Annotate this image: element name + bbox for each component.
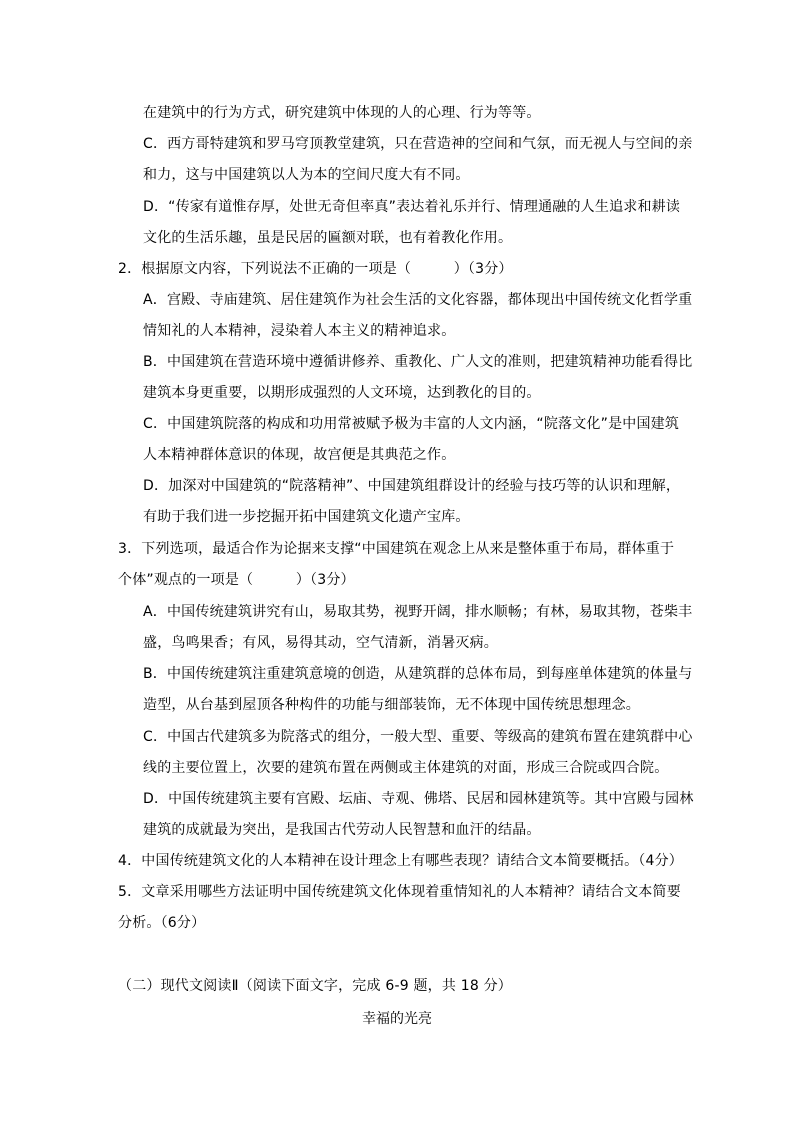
q3-option-c-line1: C．中国古代建筑多为院落式的组分，一般大型、重要、等级高的建筑布置在建筑群中心: [143, 729, 693, 745]
question-3-stem-line2: 个体”观点的一项是（ ）（3分）: [118, 572, 355, 588]
q3-option-d-line2: 建筑的成就最为突出，是我国古代劳动人民智慧和血汗的结晶。: [143, 822, 541, 838]
q3-option-c-line2: 线的主要位置上，次要的建筑布置在两侧或主体建筑的对面，形成三合院或四合院。: [143, 760, 669, 776]
passage-title: 幸福的光亮: [362, 1011, 432, 1027]
section-heading: （二）现代文阅读Ⅱ（阅读下面文字，完成 6-9 题，共 18 分）: [118, 978, 512, 994]
q2-option-c-line1: C．中国建筑院落的构成和功用常被赋予极为丰富的人文内涵，“院落文化”是中国建筑: [143, 416, 680, 432]
q3-option-a-line2: 盛，鸟鸣果香；有风，易得其动，空气清新，消暑灭病。: [143, 635, 498, 651]
option-d-line2: 文化的生活乐趣，虽是民居的匾额对联，也有着教化作用。: [143, 230, 513, 246]
option-c-line1: C．西方哥特建筑和罗马穹顶教堂建筑，只在营造神的空间和气氛，而无视人与空间的亲: [143, 136, 693, 152]
q2-option-b-line2: 建筑本身更重要，以期形成强烈的人文环境，达到教化的目的。: [143, 385, 541, 401]
q2-option-b-line1: B．中国建筑在营造环境中遵循讲修养、重教化、广人文的准则，把建筑精神功能看得比: [143, 354, 693, 370]
q3-option-a-line1: A．中国传统建筑讲究有山，易取其势，视野开阔，排水顺畅；有林，易取其物，苍柴丰: [143, 604, 693, 620]
question-5-line1: 5．文章采用哪些方法证明中国传统建筑文化体现着重情知礼的人本精神？请结合文本简要: [118, 884, 681, 900]
q2-option-d-line2: 有助于我们进一步挖掘开拓中国建筑文化遗产宝库。: [143, 509, 470, 525]
q3-option-d-line1: D．中国传统建筑主要有宫殿、坛庙、寺观、佛塔、民居和园林建筑等。其中宫殿与园林: [143, 791, 694, 807]
q3-option-b-line1: B．中国传统建筑注重建筑意境的创造，从建筑群的总体布局，到每座单体建筑的体量与: [143, 666, 693, 682]
question-5-line2: 分析。（6分）: [118, 915, 206, 931]
q2-option-c-line2: 人本精神群体意识的体现，故宫便是其典范之作。: [143, 447, 456, 463]
option-c-line2: 和力，这与中国建筑以人为本的空间尺度大有不同。: [143, 167, 470, 183]
q2-option-a-line1: A．宫殿、寺庙建筑、居住建筑作为社会生活的文化容器，都体现出中国传统文化哲学重: [143, 292, 693, 308]
question-2-stem: 2．根据原文内容，下列说法不正确的一项是（ ）（3分）: [118, 261, 513, 277]
option-d-line1: D．“传家有道惟存厚，处世无奇但率真”表达着礼乐并行、情理通融的人生追求和耕读: [143, 199, 681, 215]
continuation-line: 在建筑中的行为方式，研究建筑中体现的人的心理、行为等等。: [143, 105, 541, 121]
question-3-stem-line1: 3．下列选项，最适合作为论据来支撑“中国建筑在观念上从来是整体重于布局，群体重于: [118, 541, 675, 557]
q2-option-a-line2: 情知礼的人本精神，浸染着人本主义的精神追求。: [143, 323, 456, 339]
q3-option-b-line2: 造型，从台基到屋顶各种构件的功能与细部装饰，无不体现中国传统思想理念。: [143, 697, 640, 713]
question-4: 4．中国传统建筑文化的人本精神在设计理念上有哪些表现？请结合文本简要概括。（4分）: [118, 853, 684, 869]
q2-option-d-line1: D．加深对中国建筑的“院落精神”、中国建筑组群设计的经验与技巧等的认识和理解，: [143, 478, 681, 494]
